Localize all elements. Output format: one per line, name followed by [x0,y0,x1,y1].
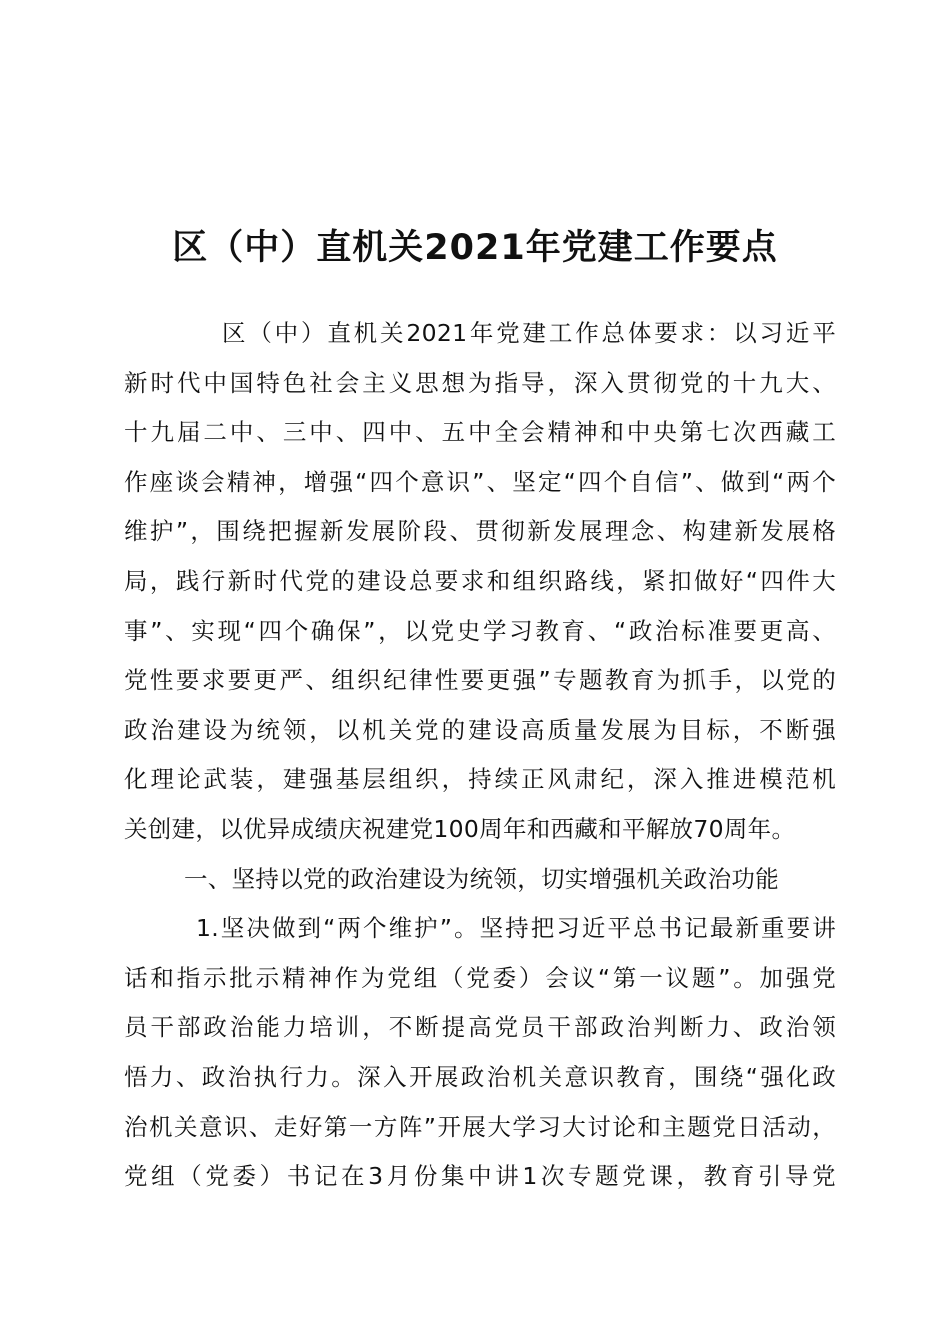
paragraph-line: 区（中）直机关2021年党建工作总体要求：以习近平 [222,319,836,347]
paragraph-line: 党性要求要更严、组织纪律性要更强”专题教育为抓手，以党的 [124,666,836,695]
paragraph-line: 关创建，以优异成绩庆祝建党100周年和西藏和平解放70周年。 [124,814,796,843]
paragraph-line: 化理论武装，建强基层组织，持续正风肃纪，深入推进模范机 [124,765,836,794]
paragraph-line: 1.坚决做到“两个维护”。坚持把习近平总书记最新重要讲 [196,914,836,943]
section-heading: 一、坚持以党的政治建设为统领，切实增强机关政治功能 [184,864,779,893]
paragraph-line: 十九届二中、三中、四中、五中全会精神和中央第七次西藏工 [124,418,836,447]
paragraph-line: 局，践行新时代党的建设总要求和组织路线，紧扣做好“四件大 [124,566,836,595]
paragraph-line: 悟力、政治执行力。深入开展政治机关意识教育，围绕“强化政 [124,1062,836,1091]
document-title: 区（中）直机关2021年党建工作要点 [172,228,778,268]
paragraph-line: 新时代中国特色社会主义思想为指导，深入贯彻党的十九大、 [124,368,836,397]
paragraph-line: 维护”，围绕把握新发展阶段、贯彻新发展理念、构建新发展格 [124,517,836,546]
paragraph-line: 话和指示批示精神作为党组（党委）会议“第一议题”。加强党 [124,963,836,992]
paragraph-line: 党组（党委）书记在3月份集中讲1次专题党课，教育引导党 [124,1162,836,1191]
paragraph-line: 员干部政治能力培训，不断提高党员干部政治判断力、政治领 [124,1013,836,1042]
paragraph-line: 治机关意识、走好第一方阵”开展大学习大讨论和主题党日活动， [124,1112,836,1141]
paragraph-line: 事”、实现“四个确保”，以党史学习教育、“政治标准要更高、 [124,616,836,645]
paragraph-line: 作座谈会精神，增强“四个意识”、坚定“四个自信”、做到“两个 [124,467,836,496]
document-body [124,309,836,1202]
paragraph-line: 政治建设为统领，以机关党的建设高质量发展为目标，不断强 [124,715,836,744]
